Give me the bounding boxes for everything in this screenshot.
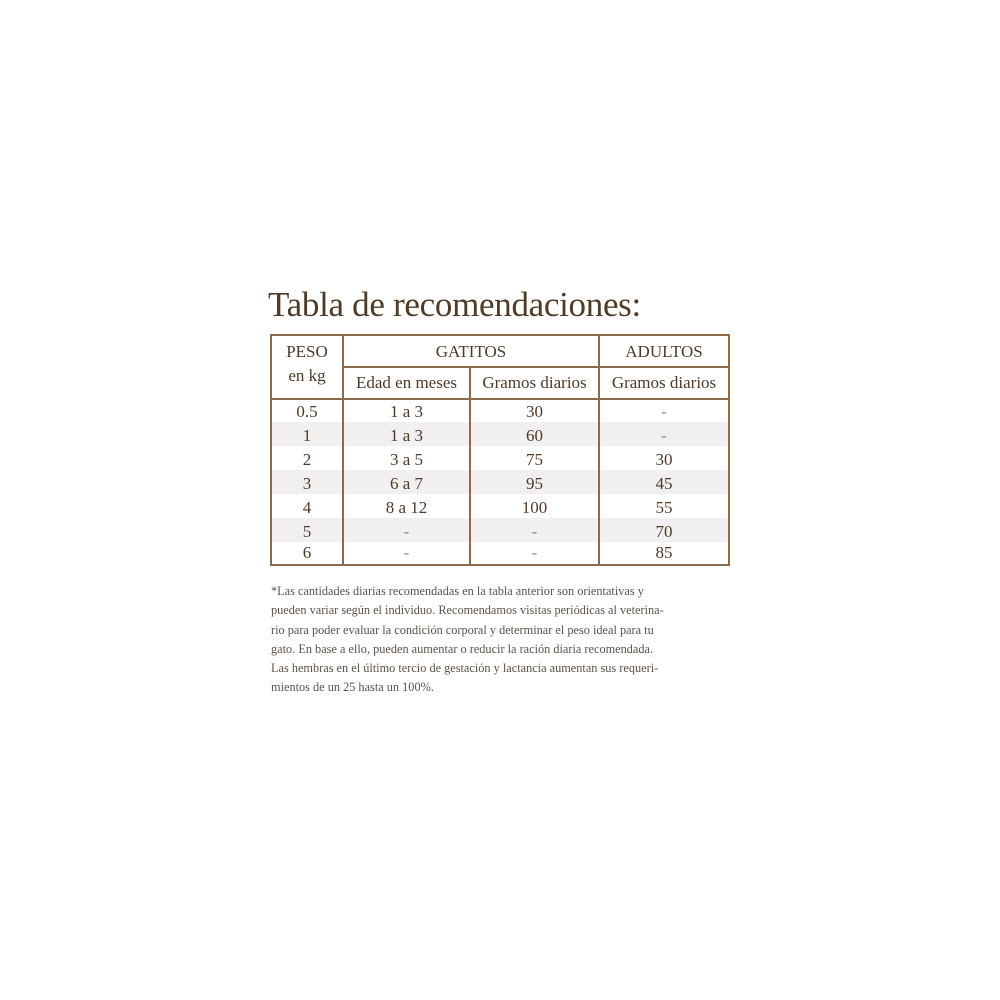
cell-peso: 1 bbox=[302, 426, 312, 445]
cell-gramos-adultos: 85 bbox=[655, 543, 673, 562]
cell-gramos-gatitos: - bbox=[531, 543, 538, 562]
peso-header: PESO bbox=[286, 342, 328, 361]
cell-gramos-gatitos: 60 bbox=[526, 426, 543, 445]
cell-gramos-gatitos: 100 bbox=[521, 498, 548, 517]
cell-edad: 6 a 7 bbox=[389, 474, 424, 493]
cell-gramos-adultos: 55 bbox=[655, 498, 673, 517]
cell-gramos-gatitos: 95 bbox=[526, 474, 543, 493]
adultos-header: ADULTOS bbox=[625, 342, 703, 361]
gramos-adultos-column-header: Gramos diarios bbox=[611, 373, 717, 392]
cell-gramos-gatitos: 30 bbox=[526, 402, 543, 421]
cell-gramos-gatitos: 75 bbox=[526, 450, 543, 469]
footnote-line: Las hembras en el último tercio de gestación y lactancia aumentan sus requeri- bbox=[271, 661, 659, 676]
cell-edad: - bbox=[403, 522, 410, 541]
cell-peso: 5 bbox=[302, 522, 312, 541]
cell-gramos-gatitos: - bbox=[531, 522, 538, 541]
footnote-line: *Las cantidades diarias recomendadas en la tabla anterior son orientativas y bbox=[271, 584, 644, 598]
cell-peso: 0.5 bbox=[296, 402, 318, 421]
cell-edad: 1 a 3 bbox=[389, 402, 424, 421]
cell-edad: - bbox=[403, 543, 410, 562]
cell-peso: 3 bbox=[302, 474, 312, 493]
edad-column-header: Edad en meses bbox=[355, 373, 458, 392]
cell-edad: 8 a 12 bbox=[385, 498, 428, 517]
cell-edad: 1 a 3 bbox=[389, 426, 424, 445]
footnote-line: mientos de un 25 hasta un 100%. bbox=[271, 680, 434, 695]
cell-gramos-adultos: 45 bbox=[655, 474, 673, 493]
cell-gramos-adultos: 70 bbox=[655, 522, 673, 541]
footnote bbox=[271, 582, 730, 698]
cell-gramos-adultos: - bbox=[661, 426, 667, 445]
footnote-line: rio para poder evaluar la condición corporal y determinar el peso ideal para tu bbox=[271, 622, 654, 637]
cell-edad: 3 a 5 bbox=[389, 450, 424, 469]
gramos-gatitos-column-header: Gramos diarios bbox=[482, 373, 587, 392]
cell-peso: 4 bbox=[302, 498, 312, 517]
cell-peso: 2 bbox=[302, 450, 312, 469]
recommendations-table bbox=[270, 334, 730, 566]
gatitos-header: GATITOS bbox=[435, 342, 507, 361]
peso-unit-header: en kg bbox=[288, 366, 326, 385]
cell-peso: 6 bbox=[302, 543, 312, 562]
cell-gramos-adultos: - bbox=[661, 402, 667, 421]
footnote-line: gato. En base a ello, pueden aumentar o reducir la ración diaria recomendada. bbox=[271, 641, 654, 656]
page-title: Tabla de recomendaciones: bbox=[268, 285, 641, 324]
cell-gramos-adultos: 30 bbox=[655, 450, 673, 469]
footnote-line: pueden variar según el individuo. Recomendamos visitas periódicas al veterina- bbox=[271, 603, 664, 618]
